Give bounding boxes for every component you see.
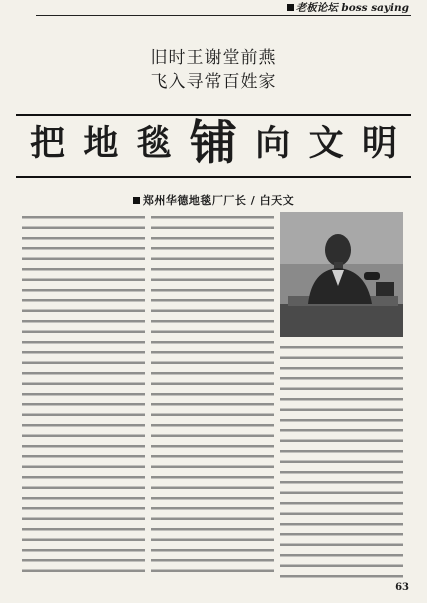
headline-char: 地 — [83, 123, 119, 164]
headline-char: 明 — [361, 123, 397, 164]
byline — [0, 192, 427, 208]
headline-char-emphasis: 铺 — [189, 116, 237, 171]
body-column-1 — [22, 212, 145, 582]
section-label — [283, 2, 409, 14]
lead-line-1: 旧时王谢堂前燕 — [150, 48, 277, 68]
body-text-placeholder — [22, 212, 145, 580]
header-rule — [36, 15, 411, 16]
page-number: 63 — [395, 582, 409, 593]
lead-line-2: 飞入寻常百姓家 — [150, 72, 277, 92]
headline-char: 把 — [30, 123, 66, 164]
section-label-text: 老板论坛 boss saying — [295, 2, 409, 14]
square-bullet-icon — [287, 4, 294, 11]
author-photo — [280, 212, 403, 337]
body-text-placeholder — [151, 212, 274, 580]
headline-char: 文 — [308, 123, 344, 164]
body-column-2 — [151, 212, 274, 582]
body-text-placeholder — [280, 342, 403, 580]
headline — [30, 116, 397, 172]
square-bullet-icon — [133, 197, 140, 204]
lead-couplet — [0, 46, 427, 94]
headline-char: 向 — [255, 123, 291, 164]
author-portrait-icon — [280, 212, 403, 337]
headline-bottom-rule — [16, 176, 411, 178]
headline-char: 毯 — [136, 123, 172, 164]
byline-text: 郑州华德地毯厂厂长 / 白天文 — [142, 194, 295, 207]
